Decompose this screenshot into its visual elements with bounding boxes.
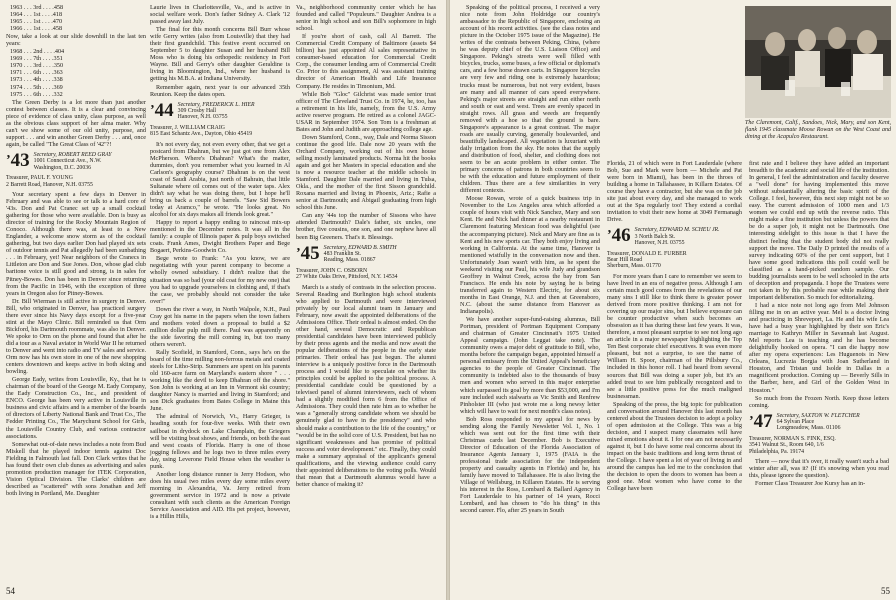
treasurer-address: 3541 Walnut St., Room 640, 1/6 [749,442,824,449]
paragraph: We have another super-fund-raising alumnus, Bill Portman, president of Portman Equipment Company and chairman of Greater Cincinnati's 1975 United Appeal campaign. (John Leggat take note). The community owes a major debt of gratitude to Bill, who, months before the campaign began, appointed himself a personal emissary from the United Appeal's beneficiary agencies to the people of Greater Cincinnati. The community is indebted also to the thousands of busy men and women who served in this major enterprise which surpassed its goal by more than $53,000, and I'm sure included such stalwarts as Vic Smith and Renfrew Pinholster III (who just wrote me a long newsy letter which will have to wait for next month's class notes). [460,316,600,415]
tally-row: 1975 . . . 6th . . . .332 [10,90,63,98]
secretary-address: 309 Crosby Hall [177,108,216,115]
class-year-46: ’46 [607,225,631,247]
paragraph: While Bob "Gloc" Gilchrist was made senior trust officer of The Cleveland Trust Co. in 1974, he, too, has a retirement in his life, namely, from the U.S. Army active reserve program. He retired as a colonel JAGC-USAR in September 1974. Son Tom is a freshman at Bates and John and Judith are approaching college age. [296,90,436,133]
right-column-3 [749,160,889,488]
paragraph: Bege wrote to Frank: "As you know, we are negotiating with your parent company to become a wholly owned subsidiary. I didn't realize that the situation was so bad (your old coat for my new one) that you had to upgrade yourselves in clothing and, if that's the case, we probably should not consider the take over!" [150,255,290,305]
column-spacer [607,4,742,154]
treasurer-block-45 [296,268,436,281]
left-page [0,0,446,600]
page-number-left: 54 [6,586,15,596]
paragraph: Another long distance runner is Jerry Hodson, who does his usual two miles every day some miles every morning in Alexandria, Va. Jerry retired from government service in 1972 and is now a private consultant with such clients as the American Foreign Service Association and AID. His pet project, however, is a Hillin Hills, [150,470,290,521]
secretary-city: Hanover, N.H. 03755 [634,240,685,247]
derby-tally-top [10,4,146,32]
tally-intro: Now, take a look at our slide downhill in the last ten years: [6,33,146,48]
paragraph: Moose Rowan, wrote of a quick business trip in November to the Los Angeles area which afforded a couple of hours visit with Nick Sanchez, Mary and son Kent. He and Nick had dinner at a nearby restaurant in Claremont featuring Mexican food was delightful (see the accompanying picture). Nick and Mary are fine as is Kent and his new sports car. They both enjoy living and working in California. At the same time, Hanover is mentioned wistfully in the conversation now and then. Unfortunately Joan wasn't with him, as he spent the weekend visiting our Paul, his wife Judy and grandson Geoffrey in Walnut Creek, across the bay from San Francisco. He ends his note by saying he is being transferred again to Western Electric, for about six months in East Orange, N.J. and then at Greensboro, N.C. (about the same distance from Hanover as Indianapolis). [460,195,600,316]
paragraph: Rally Scofield, in Stamford, Conn., says he's on the board of the time milling non-ferrous metals and coated steels for Litho-Strip. Summers are spent on his parents old 160-acre farm on Maryland's eastern shore " . . . working like the devil to keep Dhahran off the shore." Son John is working at an Inn in Vermont ski country; daughter Nancy is married and living in Stamford; and son Dick graduates from Bates College in Maine this June. [150,349,290,413]
treasurer-block-47 [749,436,889,455]
secretary-name: Secretary, SAXTON W. FLETCHER [776,412,860,419]
right-column-2-text [607,160,742,493]
paragraph: There — now that it's over, it really wasn't such a bad winter after all, was it? (If it's snowing when you read this, please ignore the question). [749,458,889,480]
photo-caption: The Claremont, Calif., Sandoes, Nick, Mary, and son Kent, flank 1945 classmate Moose Rowan on the West Coast and dining at the Acapulco Restaurant. [745,120,891,140]
tally-row: 1965 . . . 1st . . . .470 [10,18,63,26]
secretary-address: 3 North Balch St. [634,233,676,240]
tally-row: 1971 . . . 6th . . . .363 [10,69,63,77]
paragraph: Somewhat out-of-date news includes a note from Bud Miskell that he played indoor tennis against Doc Fielding in Falmouth last fall. Don Clark writes that he has found their own club dunes as advertising and sales promotion production manager for ITEK Corporation, Vision Optical Division. The Clarks' children are described as "scattered" with sons Jonathan and Jeff both living in Portland, Me. Daughter [6,440,146,497]
treasurer-block-43 [6,175,146,188]
right-column-2 [607,4,742,154]
class-photo [745,6,891,118]
right-column-1 [460,4,600,515]
class-year-47: ’47 [749,410,773,432]
left-column-2 [150,4,290,521]
secretary-name: Secretary, FREDERICK L. HIER [177,101,255,108]
paragraph: Bob Ross responded to my appeal for news by sending along the Family Newsletter Vol. 1, No. 1 which was sent out for the first time with their Christmas cards last December. Bob is Executive Director of Education of the Florida Association of Insurance Agents January 1, 1975 (FAIA is the professional trade association for the independent property and casualty agents in Florida) and he, his family have moved to Tallahassee. He is also living the Village of Wellsburg, in Killaren Estates. He is serving his interest in the Ross, Lombard & Ballard Agency in Fort Lauderdale to his partner of 14 years, Rocci Lombard, and has chosen to "do his thing" in this second career. Flo, after 25 years in South [460,415,600,515]
treasurer-block-46 [607,251,742,270]
class-year-43: ’43 [6,149,30,171]
tally-row: 1963 . . . 3rd . . . .458 [10,4,64,11]
left-column-3 [296,4,436,489]
paragraph: Can any '44s top the number of Sissons who have attended Dartmouth? Dale's father, six uncles, one brother, five cousins, one son, and one nephew have all been Big Greeners. That's it. Blessings. [296,212,436,241]
paragraph: So much from the Frozen North. Keep those letters coming. [749,394,889,409]
page-number-right: 55 [881,586,890,596]
class-address-46 [635,227,720,246]
tally-row: 1968 . . . 2nd . . . .404 [10,48,65,56]
class-header-46 [607,227,742,246]
secretary-name: Secretary, EDWARD M. SCHEU JR. [634,227,720,234]
treasurer-address: 2 Barrett Road, Hanover, N.H. 03755 [6,181,93,188]
paragraph: The final for this month concerns Bill Burr whose wife Gerry writes (also from Louisville) that they had their first grandchild. This festive event occurred on September 5 to daughter Susan and her husband Bill Moss who is doing his orthopedic residency in Fort Wayne. Bill and Gerry's other daughter Geraldine is living in Bloomington, Ind., where her husband is getting his M.B.A. at Indiana University. [150,26,290,83]
secretary-address: 64 Sylvan Place [776,419,815,426]
treasurer-block-44 [150,125,290,138]
paragraph: Speaking of the press, the big topic for publication and conversation around Hanover this last month has centered about the Trustees decision to adopt a policy of open admission at the College. This was a big decision, and I suspect many classmates will have mixed emotions about it. I for one am not necessarily against it, but I do have some real concerns about its impact on the basic traditions and long term thrust of the College. I have spent a lot of year of living in and around the campus has led me to the conclusion that the decision to open the doors to women has been a good one. Most women who have come to the College have been [607,400,742,493]
paragraph: If you're short of cash, call Al Barrett. The Commercial Credit Company of Baltimore (assets $4 billion) has just appointed Al sales representative in consumer-based education for Commercial Credit Corp., the consumer lending arm of Commercial Credit Co. Prior to this assignment, Al was assistant training director of American Health and Life Insurance Company. He resides in Timonium, Md. [296,33,436,90]
tally-row: 1974 . . . 5th . . . .369 [10,83,63,91]
right-page [450,0,896,600]
treasurer-name: Treasurer, NORMAN S. FINK, ESQ. [749,435,836,442]
tally-row: 1964 . . . 1st . . . .418 [10,11,63,19]
class-header-43 [6,149,146,171]
paragraph: For more years than I care to remember we seem to have lived in an era of negative press. Although I am certain much good comes from the revelations of our many sins I still like to think there is greater power derived from more positive thinking. I am not for covering up our major sins, but I believe exposure can be counter productive when such becomes an obsession as it has during these last few years. It was, therefore, a most pleasant surprise to see not long ago an article in a major newspaper highlighting the Top Ten Best corporate chief executives. It was even more pleasant, but not a surprise, to see the name of William H. Spoor, chairman of the Pillsbury Co., included in this honor roll. I had heard from several sources that Bill was doing a super job, but it's an added treat to see him publically recognized and to see a little positive press for the much maligned businessman. [607,272,742,400]
paragraph: The admiral of Norwich, Vt., Harry Grieger, is heading south for four-five weeks. With their own sailboat in drydock on Lake Champlain, the Griegers will be visiting boat shows, and friends, on both the east and west coasts of Florida. Harry is one of those jogging fellows and he logs two to three miles every day, using Leverone Field House when the weather is punk. [150,413,290,470]
paragraph: It's not every day, not even every other, that we get a postcard from Dhahran, but we just got one from Alex McPherson. Where's Dhahran? What's the matter, dummies, don't you remember what you learned in Al Carlson's geography course? Dhahran is on the west coast of Saudi Arabia, just north of Bahrain, that little Sultanate where oil comes out of the water taps. Alex didn't say what he was doing there, but I hope he'll bring us back a couple of barrels. "Saw Sid Bowers today at Aramco," he wrote. "He looks great. No alcohol for six days makes all friends look great." [150,140,290,219]
paragraph: Your secretary spent a few days in Denver in February and was able to see or talk to a hard core of '43s. Don and Pat Cranec set up a small cocktail gathering for those who were available. Don is busy as director of training for the Rocky Mountain Region of Conoco. Although there was, at least to a New Englander, a welcome snow storm as of the cocktail gathering, but two days earlier Don had played six sets of outdoor tennis and Pat allegedly had been sunbathing . . . in February, yet! Near neighbors of the Cranecs in Littleton are Don and Sue Jones. Don, whose glad club baritone voice is still good and strong, is in sales for Pitney-Bowes. Don has been in Denver since returning from the Pacific in 1946, with the exception of three years in Oregon also for Pitney-Bowes. [6,190,146,297]
class-address-44 [178,102,255,121]
derby-tally-bottom [10,48,146,97]
treasurer-city: Philadelphia, Pa. 19174 [749,448,805,455]
paragraph: Happy to report a happy ending to raincoat mix-up mentioned in the December notes. It was all in the family: a couple of Illinois paper & pulp boys switched coats. Frank Ames, Dwight Brothers Paper and Bege Bogaert, Perkins-Goodwin Co. [150,219,290,255]
class-year-44: ’44 [150,99,174,121]
tally-row: 1969 . . . 7th . . . .351 [10,55,63,63]
treasurer-name: Treasurer, PAUL F. YOUNG [6,175,73,182]
secretary-name: Secretary, EDWARD B. SMITH [323,244,397,251]
treasurer-city: Sherburn, Mass. 01770 [607,263,661,270]
secretary-name: Secretary, ROBERT REED GRAY [33,151,112,158]
treasurer-address: Bear Hill Road [607,257,643,264]
left-column-1 [6,4,146,498]
secretary-city: Washington, D.C. 20036 [33,164,92,171]
paragraph: first rate and I believe they have added an important breadth to the academic and social life of the institution. In general, I feel the administration and faculty deserve a "well done" for having implemented this move without substantially altering the basic spirit of the College. I feel, however, this next step might not be so easy. The current admission of 1000 men and 1/3 women we could end up with the reverse ratio. This might make a fine institution but unless the powers that be do a super job, it might not be Dartmouth. One interesting sidelight to this issue is that I have the distinct feeling that the student body did not really support the move. The Daily D printed the results of a survey indicating 60% of the per cent support, but I have some good indications this poll could well be classified as a hand-picked random sample. Our budding journalists seem to be well schooled in the arts of deception and propaganda. I hope the Trustees were not taken in by this probable ruse while making their important deliberation. So much for editorializing. [749,160,889,301]
secretary-city: Hanover, N.H. 03755 [177,114,228,121]
treasurer-name: Treasurer, DONALD E. FURBER [607,250,687,257]
paragraph: Down the river a way, in North Walpole, N.H., Paul Cray got his name in the papers when the town fathers and mothers voted down a proposal to build a $2 million dollar pulp mill there. Paul was apparently on the side favoring the mill coming in, but too many others weren't. [150,305,290,348]
paragraph: Florida, 21 of which were in Fort Lauderdale (where Bob, Sue and Mark were born — Michele and Pat were born in Miami), has been in the throes of building a home in Tallahassee, in Killarn Estates. Of course they have a contractor, but she was on the job site just about every day, and she managed to work out at the Spa regularly too! They extend a cordial invitation to visit their new home at 3049 Fermanagh Drive. [607,160,742,224]
class-header-45 [296,242,436,264]
tally-row: 1973 . . . 4th . . . .338 [10,76,63,84]
tally-row: 1970 . . . 3rd . . . .350 [10,62,64,70]
paragraph: The Green Derby is a lot more than just another contest between classes. It is a clear and convincing piece of evidence of class unity, class purpose, as well as the obvious class support of her alma mater. Why can't we show some of our old unity, purpose, and support . . . and win another Green Derby . . . and, once again, be called "The Great Class of '42"?! [6,98,146,148]
paragraph: George Eady, writes from Louisville, Ky., that he is chairman of the board of the George M. Eady Company, the Eady Construction Co., Inc., and president of ENCO. George has been very active in Louisville in business and civic affairs and is a member of the boards of directors of Liberty National Bank and Trust Co., The Fedder Printing Co., The Marychurst School for Girls, the Louisville Country Club, and various contractor associations. [6,376,146,440]
photo-illustration [745,6,891,118]
paragraph: March is a study of contrasts in the selection process. Several Reading and Burlington high school students who applied to Dartmouth and were interviewed privately by our local alumni team in January and February, now await the appointed deliberations of the Admissions Office. Their ordeal is almost ended. On the other hand, several Democratic and Republican presidential candidates have been interviewed publicly by their press agents and the media and now await the popular deliberations of the people in the early state primaries. Their ordeal has just begun. The alumni interview is a uniquely positive force in the Dartmouth process and I would like to speculate on whether its principles could be applied to the political process. A presidential candidate could be questioned by a televised panel of alumni interviewers, each of whom had a slightly modified form 6 from the Office of Admissions. They could then rate him as to whether he was a "generally strong candidate whom we should be genuinely glad to have in the presidency" and who should make a contribution to the life of the country," or "would be in the solid core of U.S. President, but has no significant weaknesses and has promise of political success and voter development." etc. Finally, they could make a summary appraisal of the applicant's general qualifications, and the viewing audience could carry their appointed deliberations to the voting polls. Would that mean that a Dartmouth alumnus would have a better chance of making it? [296,283,436,488]
paragraph: Down Stamford, Conn., way, Dale and Norma Sisson continue the good life. Dale now 20 years with the Orchard Company, working out of his own house selling mostly laminated products. Norma hit the books again and got her Masters in special education and she is now a resource teacher at the middle schools in Stamford. Daughter Dale married and living in Tulsa, Okla., and the mother of the first Sisson grandchild. Roxana married and living in Phoenix, Ariz.; Rafie a senior at Dartmouth; and Abigail graduating from high school this June. [296,133,436,212]
treasurer-name: Treasurer, JOHN C. OSBORN [296,267,368,274]
paragraph: Dr. Bill Wierman is still active in surgery in Denver. Bill, who originated in Denver, has practiced surgery there ever since his Navy days except for a five-year stint at the Mayo Clinic. Bill reminded us that Orm Bickford, his Dartmouth roommate, was also in Denver. We spoke to Orm on the phone and found that after he did a tour as a Naval aviator in World War II he returned to Denver and went into radio and TV sales and service. Orm now has his own store in one of the new shopping centers downtown and keeps active in both skiing and bowling. [6,297,146,376]
treasurer-address: 815 East Schantz Ave., Dayton, Ohio 45419 [150,131,253,138]
class-year-45: ’45 [296,242,320,264]
secretary-city: Reading, Mass. 01867 [323,257,376,264]
secretary-address: 1001 Connecticut Ave., N.W. [33,158,102,165]
class-header-47 [749,410,889,432]
class-header-44 [150,99,290,121]
paragraph: Former Class Treasurer Joe Kursy has an in- [755,480,866,488]
secretary-address: 483 Franklin St. [323,250,362,257]
class-address-43 [34,152,112,171]
paragraph: Remember again, next year is our advanced 35th Reunion. Keep the dates open. [150,83,290,98]
paragraph: Laurie lives in Charlottesville, Va., and is active in social welfare work. Don's father Sidney A. Clark '12 passed away last July. [150,4,290,26]
treasurer-name: Treasurer, J. WILLIAM CRAIG [150,124,225,131]
class-address-45 [324,245,397,264]
paragraph: Speaking of the political process, I received a very nice note from John Holdridge our country's ambassador to the Republic of Singapore, enclosing an account of his recent activities. (see the class notes and picture in the October 1975 issue of the Magazine). He writes of the contrasts between Peking, China, (where he was deputy chief of the U.S. Liaison Office) and Singapore. Peking's streets were well filled with bicycles, trucks, some buses, a few official or diplomat's cars, and a few horse drawn carts. In Singapore bicycles are very few and riding one is extremely hazardous; trucks must be numerous, but not very evident, buses are many and all manner of cars speed everywhere. Peking's major streets are straight and run either north and south or east and west. Trees are evenly spaced in straight rows. All grass and weeds are frequently removed with a hoe so that the ground is bare. Singapore's appearance is a great contrast. The major roads are usually curving, generally boulevarded, and beautifully landscaped. All vegetation is luxuriant with daily irrigation from the sky. He notes that the supply and distribution of food, shelter, and clothing does not seem to be an acute problem in either center. The primary concerns of patrons in both countries seem to be with the education and future employment of their children. Thus there are a few similarities in very different contexts. [460,4,600,195]
treasurer-address: 27 White Oaks Drive, Pittsford, N.Y. 14534 [296,274,398,281]
paragraph: Va., neighborhood community center which he has founded and called "Populeum." Daughter Andrea is a senior in high school and son Bill's sophomore in high school. [296,4,436,33]
secretary-city: Longmeadow, Mass. 01106 [776,425,841,432]
tally-row: 1966 . . . 1st . . . .458 [10,25,63,33]
class-address-47 [777,413,860,432]
paragraph: I had a nice note not long ago from Mel Johnson filling me in on an active year. Mel is a doctor living and practicing in Shreveport, La. He and his wife Lea have had a busy year highlighted by their son Eric's marriage to Kathryn Miller in Savannah last August. Mel reports Lea is teaching and he has become delightfully hooked on opera. "I can die happy now after my opera experiences: Les Huguenots in New Orleans, Lucrezia Borgia with Joan Sutherland in Houston, and Tristan und Isolde in Dallas in a magnificent production. Coming up — Beverly Sills in the Barber, here, and Girl of the Golden West in Houston." [749,301,889,394]
